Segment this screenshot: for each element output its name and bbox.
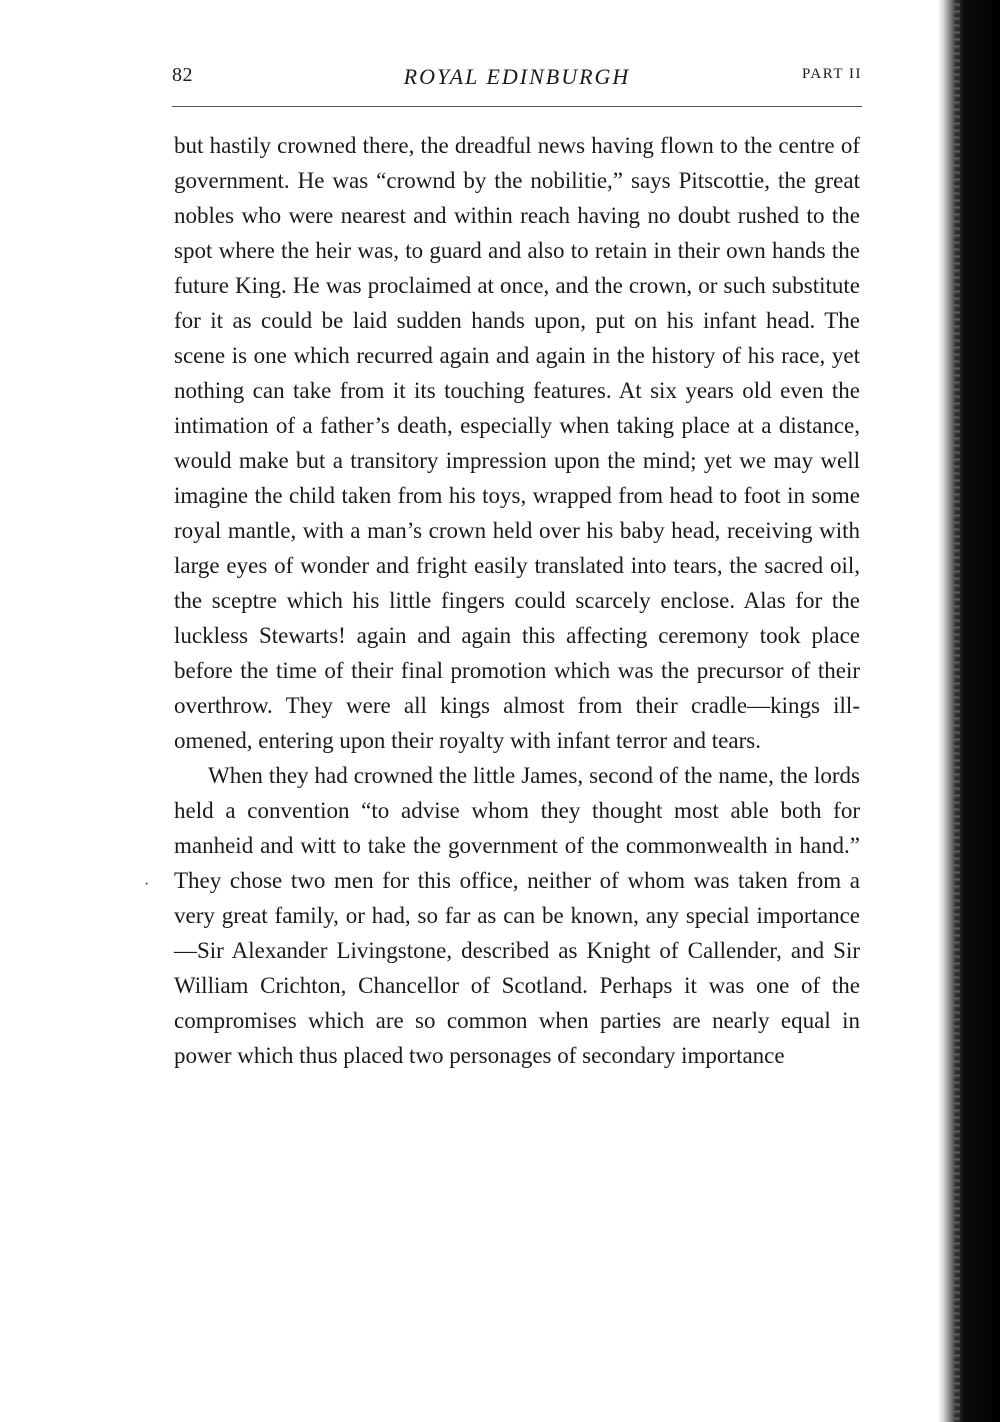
stray-dot-mark: · bbox=[144, 876, 150, 893]
page-number: 82 bbox=[172, 64, 193, 86]
paragraph-1: but hastily crowned there, the dreadful news having flown to the centre of government. He was “crownd by the nobilitie,” says Pitscottie, the great nobles who were nearest and within reach having no doubt rushed to the spot where the heir was, to guard and also to retain in their own hands the future King. He was proclaimed at once, and the crown, or such substitute for it as could be laid sudden hands upon, put on his infant head. The scene is one which recurred again and again in the history of his race, yet nothing can take from it its touching features. At six years old even the intimation of a father’s death, especially when taking place at a distance, would make but a transitory impression upon the mind; yet we may well imagine the child taken from his toys, wrapped from head to foot in some royal mantle, with a man’s crown held over his baby head, receiving with large eyes of wonder and fright easily translated into tears, the sacred oil, the sceptre which his little fingers could scarcely enclose. Alas for the luckless Stewarts! again and again this affecting ceremony took place before the time of their final promotion which was the precursor of their overthrow. They were all kings almost from their cradle—kings ill-omened, entering upon their royalty with infant terror and tears. bbox=[174, 133, 860, 753]
body-text bbox=[174, 128, 860, 1073]
page-edge-shadow bbox=[938, 0, 1000, 1422]
running-title: ROYAL EDINBURGH bbox=[403, 64, 631, 89]
paragraph-2: When they had crowned the little James, second of the name, the lords held a convention “to advise whom they thought most able both for manheid and witt to take the government of the commonwealth in hand.” They chose two men for this office, neither of whom was taken from a very great family, or had, so far as can be known, any special importance—Sir Alexander Livingstone, described as Knight of Callender, and Sir William Crichton, Chancellor of Scotland. Perhaps it was one of the compromises which are so common when parties are nearly equal in power which thus placed two personages of secondary importance bbox=[174, 763, 860, 1068]
page-edge-speckle bbox=[954, 0, 960, 1422]
running-header bbox=[172, 64, 862, 98]
part-label: PART II bbox=[801, 66, 862, 82]
header-rule bbox=[172, 106, 862, 107]
